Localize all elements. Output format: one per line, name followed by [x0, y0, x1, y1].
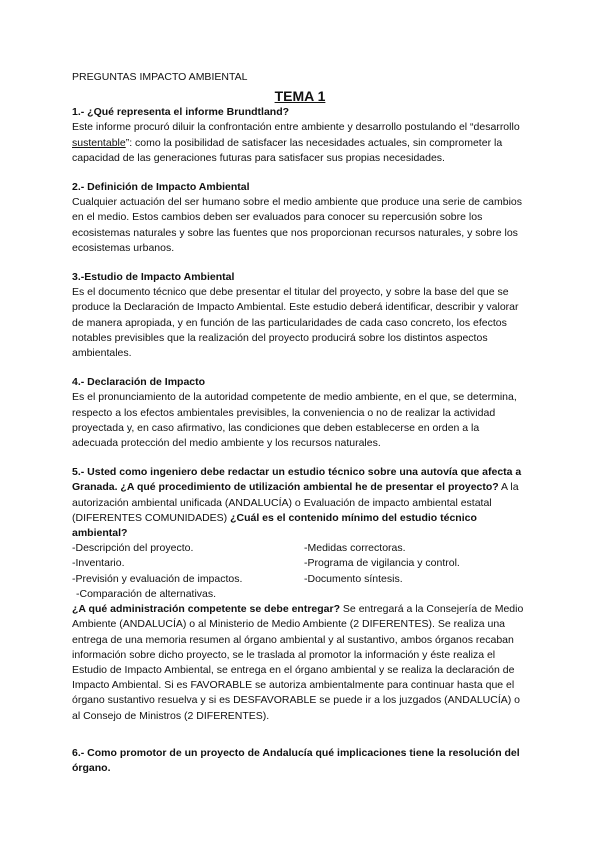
section-6-title: 6.- Como promotor de un proyecto de Andalucía qué implicaciones tiene la resolución del órgano. [72, 746, 520, 774]
list-item: -Comparación de alternativas. [76, 587, 217, 600]
section-5 [72, 465, 528, 723]
section-5-question-2: ¿Cuál es el contenido mínimo del estudio técnico ambiental? [72, 511, 477, 540]
list-item: -Medidas correctoras. [304, 542, 406, 555]
list-item: -Descripción del proyecto. [72, 542, 194, 555]
section-2-title: 2.- Definición de Impacto Ambiental [72, 181, 250, 194]
section-3-title: 3.-Estudio de Impacto Ambiental [72, 271, 235, 284]
section-2-body: Cualquier actuación del ser humano sobre el medio ambiente que produce una serie de cambios en el medio. Estos cambios deben ser evaluados para conocer su repercusión sobre los ecosistemas naturales y sobre las fuentes que nos proporcionan recursos naturales, y sobre los ecosistemas urbanos. [72, 196, 523, 254]
section-5-question-block [72, 465, 528, 541]
section-5-answer-block [72, 602, 528, 724]
section-5-answer-1: A la autorización ambiental unificada (ANDALUCÍA) o Evaluación de impacto ambiental estatal (DIFERENTES COMUNIDADES) [72, 481, 519, 524]
list-item: -Previsión y evaluación de impactos. [72, 572, 243, 585]
section-5-question-3: ¿A qué administración competente se debe entregar? [72, 603, 341, 616]
list-item: -Programa de vigilancia y control. [304, 557, 460, 570]
list-item: -Documento síntesis. [304, 572, 403, 585]
section-1-body [72, 120, 528, 166]
section-1-title: 1.- ¿Qué representa el informe Brundtland? [72, 106, 290, 119]
section-3 [72, 270, 528, 361]
section-3-body: Es el documento técnico que debe presentar el titular del proyecto, y sobre la base del que se produce la Declaración de Impacto Ambiental. Este estudio deberá identificar, describir y valorar de manera apropiada, y en función de las particularidades de cada caso concreto, los efectos notables previsibles que la realización del proyecto producirá sobre los distintos aspectos ambientales. [72, 286, 519, 360]
section-4-body: Es el pronunciamiento de la autoridad competente de medio ambiente, en el que, se determina, respecto a los efectos ambientales previsibles, la conveniencia o no de realizar la actividad proyectada y, en caso afirmativo, las condiciones que deben establecerse en orden a la adecuada protección del medio ambiente y los recursos naturales. [72, 391, 517, 450]
section-1-underlined: sustentable [72, 136, 126, 149]
section-2 [72, 180, 528, 256]
section-6 [72, 746, 528, 776]
section-4-title: 4.- Declaración de Impacto [72, 376, 206, 389]
section-5-question-1: 5.- Usted como ingeniero debe redactar un estudio técnico sobre una autovía que afecta a Granada. ¿A qué procedimiento de utilización ambiental he de presentar el proyecto? [72, 466, 522, 494]
section-1 [72, 105, 528, 166]
section-4 [72, 375, 528, 451]
document-header: PREGUNTAS IMPACTO AMBIENTAL [72, 71, 248, 83]
section-5-answer-3: Se entregará a la Consejería de Medio Ambiente (ANDALUCÍA) o al Ministerio de Medio Ambiente (2 DIFERENTES). Se realiza una entrega de una memoria resumen al órgano ambiental y al sustantivo, ambos órganos recaban información sobre dicho proyecto, se le traslada al promotor la información y éste realiza el Estudio de Impacto Ambiental, se entrega en el órgano ambiental y se realiza la declaración de Impacto Ambiental. Si es FAVORABLE se autoriza ambientalmente para continuar hasta que el órgano sustantivo resuelva y si es DESFAVORABLE se puede ir a los juzgados (ANDALUCÍA) o al Consejo de Ministros (2 DIFERENTES). [72, 603, 524, 722]
section-1-text-b: ”: como la posibilidad de satisfacer las necesidades actuales, sin comprometer la capacidad de las generaciones futuras para satisfacer sus propias necesidades. [72, 136, 503, 164]
list-item: -Inventario. [72, 557, 125, 570]
content-list [72, 541, 528, 587]
section-1-text-a: Este informe procuró diluir la confrontación entre ambiente y desarrollo postulando el “desarrollo [72, 121, 520, 134]
page-title: TEMA 1 [274, 88, 326, 105]
document-page [72, 70, 528, 776]
